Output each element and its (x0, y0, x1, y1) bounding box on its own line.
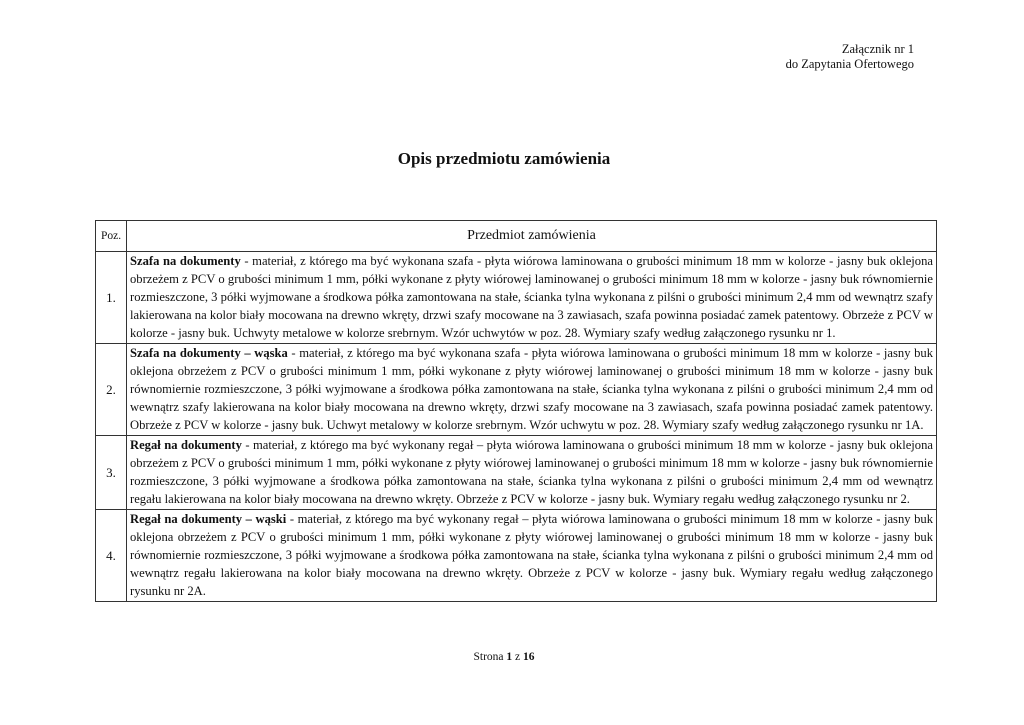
annex-reference (786, 42, 914, 72)
annex-number: Załącznik nr 1 (841, 42, 914, 56)
table-row (96, 510, 937, 602)
annex-document-reference: do Zapytania Ofertowego (785, 57, 914, 71)
row-number: 2. (96, 344, 127, 436)
item-name: Regał na dokumenty – wąski (130, 512, 287, 526)
item-name: Szafa na dokumenty (130, 254, 241, 268)
total-pages-number: 16 (523, 651, 535, 663)
column-header-position: Poz. (96, 221, 127, 252)
column-header-subject: Przedmiot zamówienia (127, 221, 937, 252)
row-number: 3. (96, 436, 127, 510)
page-title: Opis przedmiotu zamówienia (397, 149, 611, 168)
row-description (127, 510, 937, 602)
table-header-row (96, 221, 937, 252)
item-description: - materiał, z którego ma być wykonana szafa - płyta wiórowa laminowana o grubości minimum 18 mm w kolorze - jasny buk oklejona obrzeżem z PCV o grubości minimum 1 mm, półki wykonane z płyty wiórowej laminowanej o grubości minimum 18 mm w kolorze - jasny buk równomiernie rozmieszczone, 3 półki wyjmowane a środkowa półka zamontowana na stałe, ścianka tylna wykonana z pilśni o grubości minimum 2,4 mm od wewnątrz szafy lakierowana na kolor biały mocowana na drewno wkręty, drzwi szafy mocowane na 3 zawiasach, szafa powinna posiadać zamek patentowy. Obrzeże z PCV w kolorze - jasny buk. Uchwyty metalowe w kolorze srebrnym. Wzór uchwytów w poz. 28. Wymiary szafy według załączonego rysunku nr 1. (130, 254, 933, 340)
row-description (127, 252, 937, 344)
row-number: 1. (96, 252, 127, 344)
order-specification-table (95, 220, 937, 602)
table-row (96, 344, 937, 436)
row-description (127, 436, 937, 510)
item-description: - materiał, z którego ma być wykonana szafa - płyta wiórowa laminowana o grubości minimum 18 mm w kolorze - jasny buk oklejona obrzeżem z PCV o grubości minimum 1 mm, półki wykonane z płyty wiórowej laminowanej o grubości minimum 18 mm w kolorze - jasny buk równomiernie rozmieszczone, 3 półki wyjmowane a środkowa półka zamontowana na stałe, ścianka tylna wykonana z pilśni o grubości minimum 2,4 mm od wewnątrz szafy lakierowana na kolor biały mocowana na drewno wkręty, drzwi szafy mocowane na 3 zawiasach, szafa powinna posiadać zamek patentowy. Obrzeże z PCV w kolorze - jasny buk. Uchwyt metalowy w kolorze srebrnym. Wzór uchwytu w poz. 28. Wymiary szafy według załączonego rysunku nr 1A. (130, 346, 933, 432)
page-label: Strona (473, 651, 504, 663)
item-description: - materiał, z którego ma być wykonany regał – płyta wiórowa laminowana o grubości minimum 18 mm w kolorze - jasny buk oklejona obrzeżem z PCV o grubości minimum 1 mm, półki wykonane z płyty wiórowej laminowanej o grubości minimum 18 mm w kolorze - jasny buk równomiernie rozmieszczone, 3 półki wyjmowane a środkowa półka zamontowana na stałe, ścianka tylna wykonana z pilśni o grubości minimum 2,4 mm od wewnątrz regału lakierowana na kolor biały mocowana na drewno wkręty. Obrzeże z PCV w kolorze - jasny buk. Wymiary regału według załączonego rysunku nr 2. (130, 438, 933, 506)
page-footer (0, 651, 1008, 663)
item-description: - materiał, z którego ma być wykonany regał – płyta wiórowa laminowana o grubości minimum 18 mm w kolorze - jasny buk oklejona obrzeżem z PCV o grubości minimum 1 mm, półki wykonane z płyty wiórowej laminowanej o grubości minimum 18 mm w kolorze - jasny buk równomiernie rozmieszczone, 3 półki wyjmowane a środkowa półka zamontowana na stałe, ścianka tylna wykonana z pilśni o grubości minimum 2,4 mm od wewnątrz regału lakierowana na kolor biały mocowana na drewno wkręty. Obrzeże z PCV w kolorze - jasny buk. Wymiary regału według załączonego rysunku nr 2A. (130, 512, 933, 598)
table-row (96, 252, 937, 344)
page-separator: z (515, 651, 521, 663)
item-name: Regał na dokumenty (130, 438, 242, 452)
item-name: Szafa na dokumenty – wąska (130, 346, 288, 360)
row-number: 4. (96, 510, 127, 602)
current-page-number: 1 (506, 651, 513, 663)
row-description (127, 344, 937, 436)
table-row (96, 436, 937, 510)
